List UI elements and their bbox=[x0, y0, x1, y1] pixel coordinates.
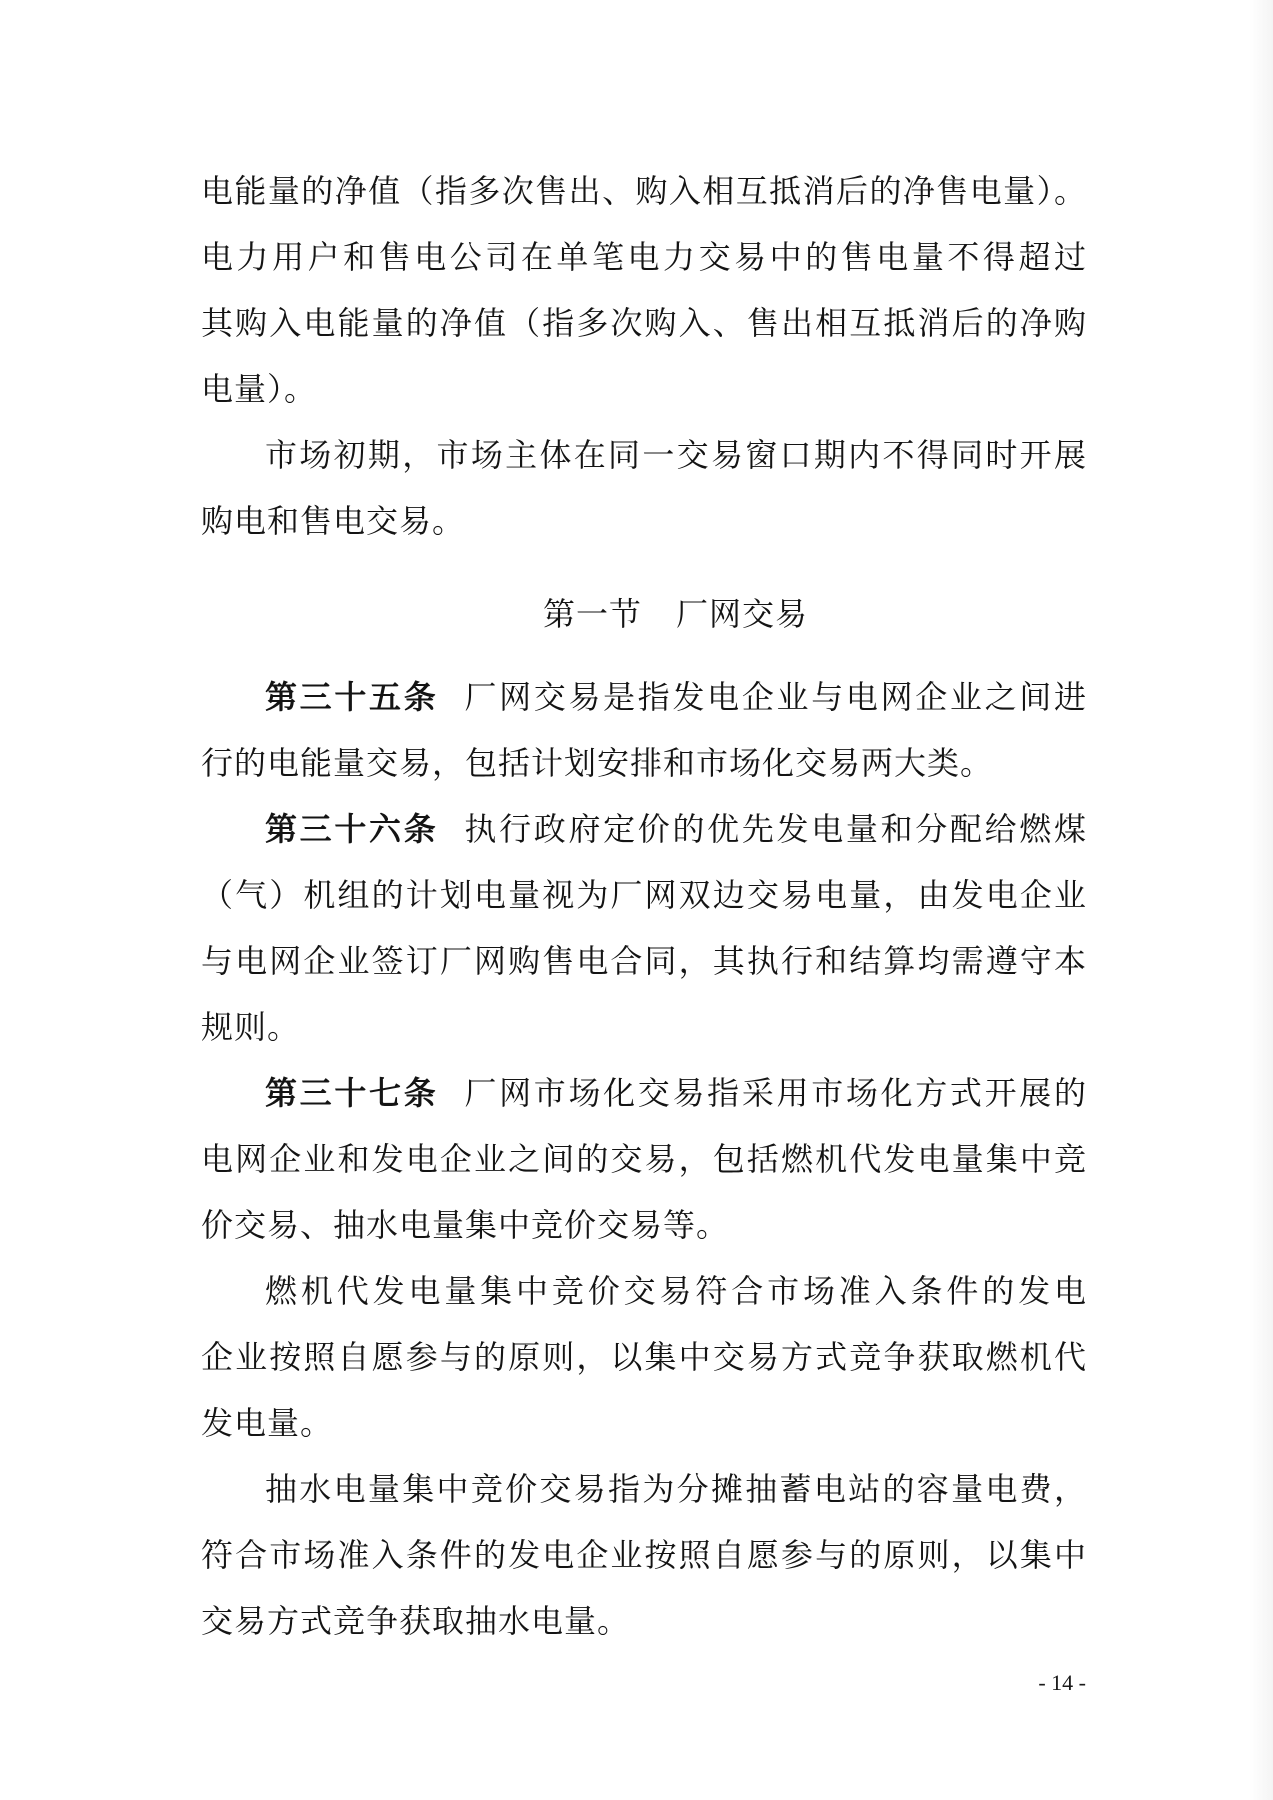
text-line: 符合市场准入条件的发电企业按照自愿参与的原则，以集中 bbox=[201, 1536, 1086, 1574]
article-text: 厂网市场化交易指采用市场化方式开展的 bbox=[464, 1074, 1086, 1112]
text-line: 发电量。 bbox=[201, 1404, 334, 1442]
section-number: 第一节 bbox=[542, 595, 642, 633]
text-line: 电能量的净值（指多次售出、购入相互抵消后的净售电量）。 bbox=[201, 172, 1086, 210]
paragraph-market-initial bbox=[201, 422, 1086, 554]
paragraph-gas-turbine bbox=[201, 1258, 1086, 1456]
page-number: - 14 - bbox=[1038, 1670, 1086, 1695]
text-line: 其购入电能量的净值（指多次购入、售出相互抵消后的净购 bbox=[201, 304, 1086, 342]
section-title: 厂网交易 bbox=[676, 595, 809, 633]
text-line: （气）机组的计划电量视为厂网双边交易电量，由发电企业 bbox=[201, 876, 1086, 914]
article-label: 第三十五条 bbox=[265, 678, 439, 716]
article-label: 第三十七条 bbox=[265, 1074, 439, 1112]
paragraph-continuation bbox=[201, 158, 1086, 422]
text-line: 电力用户和售电公司在单笔电力交易中的售电量不得超过 bbox=[201, 238, 1086, 276]
section-heading bbox=[201, 581, 1086, 647]
text-line: 与电网企业签订厂网购售电合同，其执行和结算均需遵守本 bbox=[201, 942, 1086, 980]
text-line bbox=[201, 1060, 1086, 1126]
article-35 bbox=[201, 664, 1086, 796]
text-line: 行的电能量交易，包括计划安排和市场化交易两大类。 bbox=[201, 744, 994, 782]
text-line bbox=[201, 664, 1086, 730]
text-line: 交易方式竞争获取抽水电量。 bbox=[201, 1602, 631, 1640]
text-line: 企业按照自愿参与的原则，以集中交易方式竞争获取燃机代 bbox=[201, 1338, 1086, 1376]
article-37 bbox=[201, 1060, 1086, 1258]
text-line: 电网企业和发电企业之间的交易，包括燃机代发电量集中竞 bbox=[201, 1140, 1086, 1178]
scan-edge-shading bbox=[1249, 0, 1273, 1800]
text-line: 购电和售电交易。 bbox=[201, 502, 466, 540]
article-36 bbox=[201, 796, 1086, 1060]
article-label: 第三十六条 bbox=[265, 810, 439, 848]
text-line: 规则。 bbox=[201, 1008, 301, 1046]
paragraph-pumped-storage bbox=[201, 1456, 1086, 1654]
article-text: 执行政府定价的优先发电量和分配给燃煤 bbox=[464, 810, 1086, 848]
text-line: 燃机代发电量集中竞价交易符合市场准入条件的发电 bbox=[265, 1272, 1086, 1310]
text-line: 市场初期，市场主体在同一交易窗口期内不得同时开展 bbox=[265, 436, 1086, 474]
text-line: 价交易、抽水电量集中竞价交易等。 bbox=[201, 1206, 730, 1244]
document-page-body bbox=[201, 158, 1086, 1654]
text-line bbox=[201, 796, 1086, 862]
article-text: 厂网交易是指发电企业与电网企业之间进 bbox=[464, 678, 1086, 716]
text-line: 抽水电量集中竞价交易指为分摊抽蓄电站的容量电费， bbox=[265, 1470, 1086, 1508]
text-line: 电量）。 bbox=[201, 370, 318, 408]
